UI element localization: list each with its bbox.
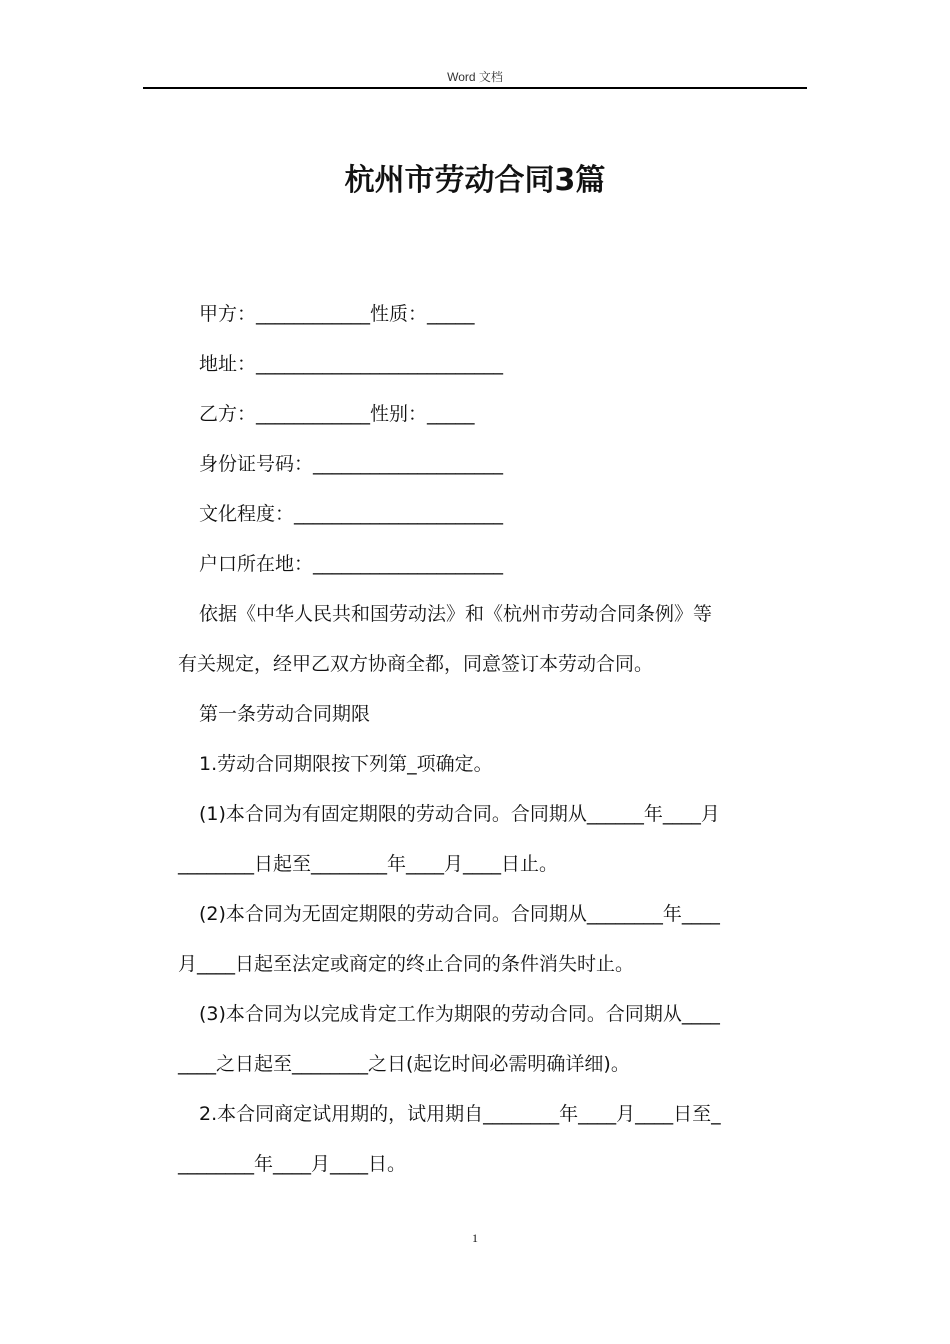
paragraph-line: 2.本合同商定试用期的，试用期自________年____月____日至_ [199,1103,721,1125]
page-number: 1 [472,1231,478,1245]
address-line: 地址：__________________________ [199,353,504,375]
document-body [178,296,806,1196]
paragraph-line: 1.劳动合同期限按下列第_项确定。 [199,753,493,775]
party-b-line: 乙方：____________性别：_____ [199,403,475,425]
paragraph-line: (3)本合同为以完成肯定工作为期限的劳动合同。合同期从____ [199,1003,720,1025]
paragraph-line: ________年____月____日。 [178,1153,407,1175]
header-label: Word 文档 [447,70,503,84]
paragraph-line: ________日起至________年____月____日止。 [178,853,559,875]
paragraph-line: ____之日起至________之日(起讫时间必需明确详细)。 [178,1053,630,1075]
header-divider [143,87,807,89]
paragraph-line: 依据《中华人民共和国劳动法》和《杭州市劳动合同条例》等 [199,603,713,625]
paragraph-line: 月____日起至法定或商定的终止合同的条件消失时止。 [178,953,635,975]
residence-line: 户口所在地：____________________ [199,553,504,575]
paragraph-line: (2)本合同为无固定期限的劳动合同。合同期从________年____ [199,903,720,925]
education-line: 文化程度：______________________ [199,503,504,525]
party-a-line: 甲方：____________性质：_____ [199,303,475,325]
document-title: 杭州市劳动合同3篇 [344,163,606,198]
section-heading: 第一条劳动合同期限 [199,703,371,725]
paragraph-line: 有关规定，经甲乙双方协商全都，同意签订本劳动合同。 [178,653,654,675]
paragraph-line: (1)本合同为有固定期限的劳动合同。合同期从______年____月 [199,803,720,825]
id-number-line: 身份证号码：____________________ [199,453,504,475]
